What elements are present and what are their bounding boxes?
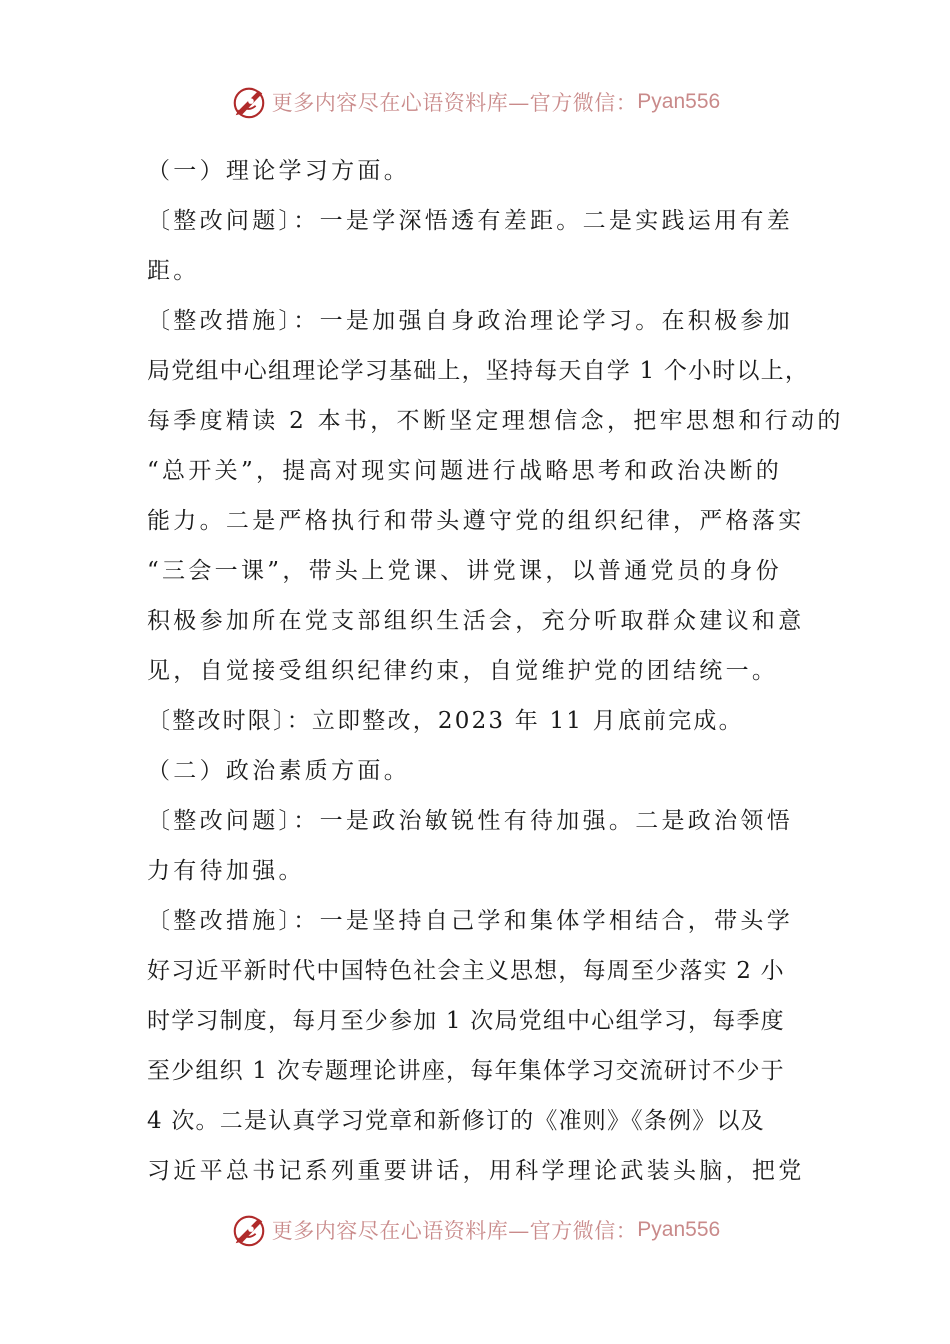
paragraph-line: 能力。二是严格执行和带头遵守党的组织纪律，严格落实 xyxy=(147,508,805,534)
watermark-text: 更多内容尽在心语资料库—官方微信： xyxy=(271,1219,638,1243)
paragraph-line: 〔整改问题〕：一是政治敏锐性有待加强。二是政治领悟 xyxy=(147,808,793,834)
section-heading-theory: （一）理论学习方面。 xyxy=(147,158,410,184)
paragraph-line: 〔整改问题〕：一是学深悟透有差距。二是实践运用有差 xyxy=(147,208,793,234)
header-watermark xyxy=(0,82,950,122)
pen-circle-logo-icon xyxy=(230,1211,268,1249)
paragraph-line: “三会一课”，带头上党课、讲党课，以普通党员的身份 xyxy=(147,558,783,584)
paragraph-line: 习近平总书记系列重要讲话，用科学理论武装头脑，把党 xyxy=(147,1158,805,1184)
paragraph-line: 力有待加强。 xyxy=(147,858,305,884)
paragraph-line: 积极参加所在党支部组织生活会，充分听取群众建议和意 xyxy=(147,608,805,634)
watermark-text: 更多内容尽在心语资料库—官方微信： xyxy=(271,91,638,115)
paragraph-line: 局党组中心组理论学习基础上，坚持每天自学 1 个小时以上， xyxy=(147,358,810,384)
paragraph-line: 距。 xyxy=(147,258,200,284)
footer-watermark xyxy=(0,1210,950,1250)
paragraph-line: “总开关”，提高对现实问题进行战略思考和政治决断的 xyxy=(147,458,783,484)
paragraph-line: 〔整改措施〕：一是加强自身政治理论学习。在积极参加 xyxy=(147,308,793,334)
watermark-wechat-id: Pyan556 xyxy=(637,1218,721,1241)
paragraph-line: 至少组织 1 次专题理论讲座，每年集体学习交流研讨不少于 xyxy=(147,1058,785,1084)
paragraph-line: 时学习制度，每月至少参加 1 次局党组中心组学习，每季度 xyxy=(147,1008,785,1034)
paragraph-line: 见，自觉接受组织纪律约束，自觉维护党的团结统一。 xyxy=(147,658,779,684)
document-body xyxy=(147,146,844,1196)
pen-circle-logo-icon xyxy=(230,83,268,121)
paragraph-line: 好习近平新时代中国特色社会主义思想，每周至少落实 2 小 xyxy=(147,958,785,984)
paragraph-line: 〔整改时限〕：立即整改，2023 年 11 月底前完成。 xyxy=(147,708,744,734)
paragraph-line: 〔整改措施〕：一是坚持自己学和集体学相结合，带头学 xyxy=(147,908,793,934)
section-heading-political: （二）政治素质方面。 xyxy=(147,758,410,784)
paragraph-line: 4 次。二是认真学习党章和新修订的《准则》《条例》以及 xyxy=(147,1108,765,1134)
watermark-wechat-id: Pyan556 xyxy=(637,90,721,113)
paragraph-line: 每季度精读 2 本书，不断坚定理想信念，把牢思想和行动的 xyxy=(147,408,844,434)
